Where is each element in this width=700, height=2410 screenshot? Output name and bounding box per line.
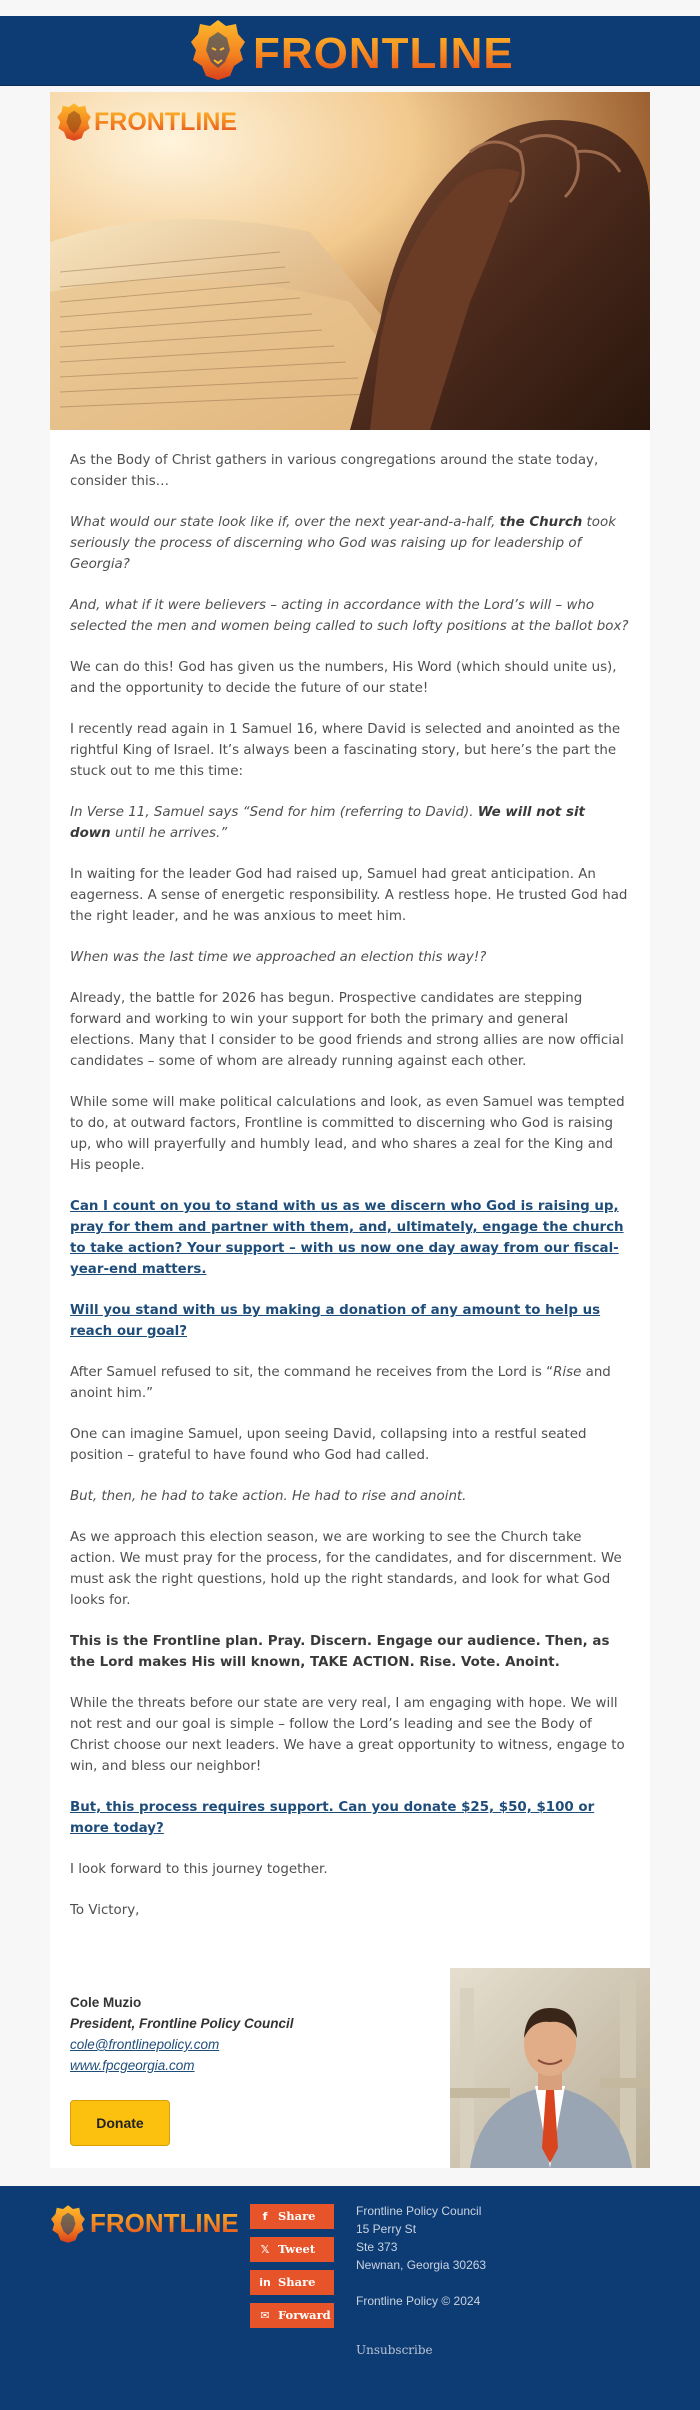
signature-title: President, Frontline Policy Council [70, 2016, 294, 2031]
donation-link[interactable]: Will you stand with us by making a donation of any amount to help us reach our goal? [70, 1303, 601, 1339]
email-icon: ✉ [260, 2309, 270, 2322]
portrait-image [450, 1968, 650, 2168]
paragraph: In waiting for the leader God had raised up, Samuel had great anticipation. An eagerness. A sense of energetic responsibility. A restless hope. He trusted God had the right leader, and he was anxious to meet him. [70, 867, 628, 924]
donation-link[interactable]: But, this process requires support. Can you donate $25, $50, $100 or more today? [70, 1800, 595, 1836]
unsubscribe-link[interactable]: Unsubscribe [356, 2343, 433, 2357]
paragraph: As we approach this election season, we are working to see the Church take action. We must pray for the process, for the candidates, and for discernment. We must ask the right questions, hold up the right standards, and look for what God looks for. [70, 1530, 622, 1608]
facebook-share-button[interactable]: f Share [250, 2204, 334, 2229]
paragraph: I recently read again in 1 Samuel 16, where David is selected and anointed as the rightful King of Israel. It’s always been a fascinating story, but here’s the part the stuck out to me this time: [70, 722, 621, 779]
paragraph: While some will make political calculations and look, as even Samuel was tempted to do, at outward factors, Frontline is committed to discerning who God is raising up, who will prayerfully and humbly lead, and who shares a zeal for the King and His people. [70, 1095, 625, 1173]
signature-block [70, 1992, 430, 2076]
hero-brand-name: FRONTLINE [94, 108, 238, 136]
x-tweet-button[interactable]: 𝕏 Tweet [250, 2237, 334, 2262]
paragraph: While the threats before our state are very real, I am engaging with hope. We will not rest and our goal is simple – follow the Lord’s leading and see the Body of Christ choose our next leaders. We have a great opportunity to witness, engage to win, and bless our neighbor! [70, 1696, 625, 1774]
paragraph: This is the Frontline plan. Pray. Discern. Engage our audience. Then, as the Lord makes His will known, TAKE ACTION. Rise. Vote. Anoint. [70, 1634, 610, 1670]
paragraph: To Victory, [70, 1903, 140, 1918]
signature-email-link[interactable]: cole@frontlinepolicy.com [70, 2037, 220, 2052]
footer-address-line: Newnan, Georgia 30263 [356, 2258, 487, 2272]
paragraph: I look forward to this journey together. [70, 1862, 328, 1877]
header-bar [0, 16, 700, 86]
paragraph: Already, the battle for 2026 has begun. Prospective candidates are stepping forward and working to win your support for both the primary and general elections. Many that I consider to be good friends and strong allies are now official candidates – some of whom are already running against each other. [70, 991, 624, 1069]
linkedin-share-button[interactable]: in Share [250, 2270, 334, 2295]
paragraph: After Samuel refused to sit, the command he receives from the Lord is “Rise and anoint him.” [70, 1365, 611, 1401]
footer-address-line: Ste 373 [356, 2240, 398, 2254]
letter-body [70, 450, 630, 1941]
hero-image [50, 92, 650, 430]
footer-address [356, 2202, 556, 2310]
lion-logo-icon [190, 18, 246, 82]
donation-link[interactable]: Can I count on you to stand with us as we discern who God is raising up, pray for them and partner with them, and, ultimately, engage the church to take action? Your support – with us now one day away from our fiscal-year-end matters. [70, 1199, 624, 1277]
linkedin-icon: in [259, 2276, 271, 2289]
donate-button[interactable]: Donate [70, 2100, 170, 2146]
portrait-photo [450, 1968, 650, 2168]
paragraph: As the Body of Christ gathers in various congregations around the state today, consider this… [70, 453, 599, 489]
lion-logo-icon [50, 2204, 86, 2244]
paragraph: In Verse 11, Samuel says “Send for him (referring to David). We will not sit down until he arrives.” [70, 805, 585, 841]
email-card [50, 92, 650, 2168]
x-icon: 𝕏 [260, 2243, 270, 2256]
footer-brand-name: FRONTLINE [90, 2208, 239, 2238]
email-forward-button[interactable]: ✉ Forward [250, 2303, 334, 2328]
signature-name: Cole Muzio [70, 1995, 142, 2010]
footer-address-line: 15 Perry St [356, 2222, 417, 2236]
header-brand: FRONTLINE [253, 29, 514, 78]
footer [0, 2186, 700, 2410]
paragraph: One can imagine Samuel, upon seeing David, collapsing into a restful seated position – grateful to have found who God had called. [70, 1427, 587, 1463]
footer-org: Frontline Policy Council [356, 2204, 482, 2218]
paragraph [70, 1196, 630, 1280]
paragraph: What would our state look like if, over the next year-and-a-half, the Church took seriously the process of discerning who God was raising up for leadership of Georgia? [70, 515, 616, 572]
paragraph: We can do this! God has given us the numbers, His Word (which should unite us), and the opportunity to decide the future of our state! [70, 660, 617, 696]
footer-copyright: Frontline Policy © 2024 [356, 2294, 481, 2308]
paragraph: And, what if it were believers – acting in accordance with the Lord’s will – who selected the men and women being called to such lofty positions at the ballot box? [70, 598, 629, 634]
paragraph [70, 1300, 630, 1342]
lion-logo-icon [54, 102, 94, 142]
paragraph: When was the last time we approached an election this way!? [70, 950, 487, 965]
signature-website-link[interactable]: www.fpcgeorgia.com [70, 2058, 195, 2073]
paragraph: But, then, he had to take action. He had to rise and anoint. [70, 1489, 467, 1504]
paragraph [70, 1797, 630, 1839]
facebook-icon: f [262, 2210, 268, 2223]
praying-hands-bible-image [50, 92, 650, 430]
